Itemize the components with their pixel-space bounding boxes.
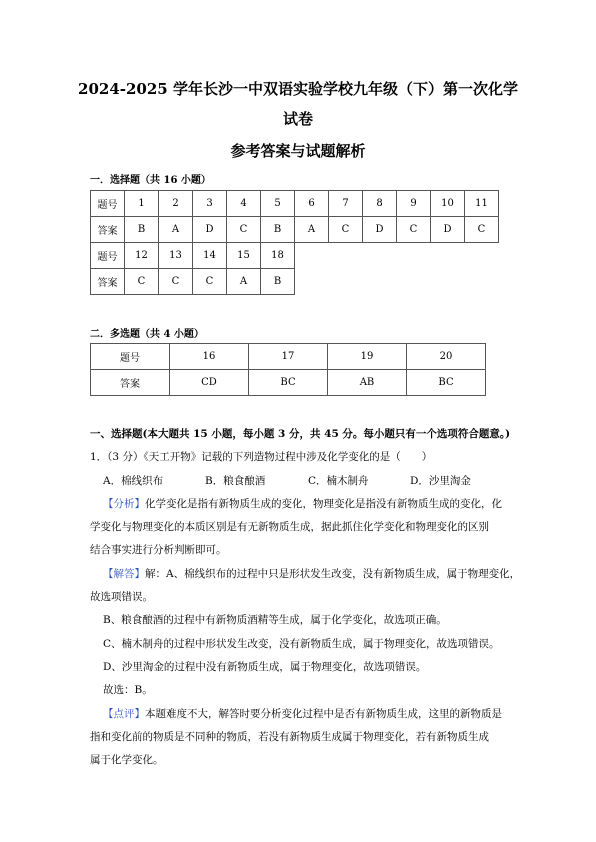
answer-line: D、沙里淘金的过程中没有新物质生成，属于物理变化，故选项错误。 — [103, 661, 427, 673]
table-row — [91, 269, 499, 295]
table-cell: 5 — [261, 191, 295, 217]
table-cell: CD — [170, 370, 249, 396]
option-a: A．棉线织布 — [103, 475, 164, 487]
table-cell: 18 — [261, 243, 295, 269]
table-cell: 1 — [125, 191, 159, 217]
table-cell: 答案 — [91, 269, 125, 295]
table-cell: C — [227, 217, 261, 243]
section1-heading: 一．选择题（共 16 小题） — [90, 175, 211, 186]
answer-line: C、楠木制舟的过程中形状发生改变，没有新物质生成，属于物理变化，故选项错误。 — [103, 638, 500, 650]
page-title-line2: 试卷 — [282, 110, 313, 128]
page-title-line1: 2024-2025 学年长沙一中双语实验学校九年级（下）第一次化学 — [78, 80, 518, 98]
table-cell: 17 — [249, 344, 328, 370]
table-cell: AB — [328, 370, 407, 396]
answer-line — [103, 566, 520, 581]
table-cell: 题号 — [91, 344, 170, 370]
option-c: C．楠木制舟 — [308, 475, 369, 487]
table-cell: 3 — [193, 191, 227, 217]
table-row — [91, 344, 486, 370]
table-row — [91, 191, 499, 217]
answer-tag: 【解答】 — [103, 568, 145, 580]
option-d: D．沙里淘金 — [410, 475, 471, 487]
page-subtitle: 参考答案与试题解析 — [230, 142, 366, 160]
table-cell: D — [193, 217, 227, 243]
table-cell: 6 — [295, 191, 329, 217]
table-cell: C — [329, 217, 363, 243]
table-cell: 11 — [465, 191, 499, 217]
table-cell: 9 — [397, 191, 431, 217]
table-cell: D — [363, 217, 397, 243]
analysis-text: 化学变化是指有新物质生成的变化，物理变化是指没有新物质生成的变化，化 — [145, 498, 502, 510]
table-cell: B — [261, 217, 295, 243]
table-row — [91, 217, 499, 243]
table-cell: 14 — [193, 243, 227, 269]
table-cell: B — [261, 269, 295, 295]
table-cell: 答案 — [91, 370, 170, 396]
table-cell: 20 — [407, 344, 486, 370]
table-cell: 10 — [431, 191, 465, 217]
analysis-line — [103, 496, 502, 511]
answer-line: 故选：B。 — [103, 684, 153, 696]
answer-text: 解：A、棉线织布的过程中只是形状发生改变，没有新物质生成，属于物理变化， — [145, 568, 521, 580]
table-cell: BC — [407, 370, 486, 396]
analysis-tag: 【分析】 — [103, 498, 145, 510]
table-cell: C — [193, 269, 227, 295]
analysis-line: 结合事实进行分析判断即可。 — [90, 544, 227, 556]
answer-table-choice — [90, 190, 499, 295]
table-cell: C — [159, 269, 193, 295]
section2-heading: 二．多选题（共 4 小题） — [90, 329, 204, 340]
table-cell: 16 — [170, 344, 249, 370]
analysis-line: 学变化与物理变化的本质区别是有无新物质生成，据此抓住化学变化和物理变化的区别 — [90, 521, 489, 533]
option-b: B．粮食酿酒 — [205, 475, 266, 487]
table-cell: 12 — [125, 243, 159, 269]
table-cell: A — [227, 269, 261, 295]
comment-line — [103, 706, 502, 721]
answer-table-multi — [90, 343, 486, 396]
table-cell: A — [159, 217, 193, 243]
table-cell: 答案 — [91, 217, 125, 243]
table-cell: 题号 — [91, 243, 125, 269]
table-cell: 7 — [329, 191, 363, 217]
table-cell: C — [465, 217, 499, 243]
table-row — [91, 370, 486, 396]
answer-line: 故选项错误。 — [90, 591, 153, 603]
table-cell: 13 — [159, 243, 193, 269]
table-cell: 15 — [227, 243, 261, 269]
table-cell: B — [125, 217, 159, 243]
table-cell: 4 — [227, 191, 261, 217]
comment-line: 指和变化前的物质是不同种的物质，若没有新物质生成属于物理变化，若有新物质生成 — [90, 731, 489, 743]
table-cell: 题号 — [91, 191, 125, 217]
table-cell: A — [295, 217, 329, 243]
question-stem: 1．（3 分）《天工开物》记载的下列造物过程中涉及化学变化的是（ ） — [90, 451, 433, 463]
table-cell: D — [431, 217, 465, 243]
table-cell: 8 — [363, 191, 397, 217]
comment-text: 本题难度不大，解答时要分析变化过程中是否有新物质生成，这里的新物质是 — [145, 708, 502, 720]
table-cell: C — [397, 217, 431, 243]
table-cell: BC — [249, 370, 328, 396]
table-row — [91, 243, 499, 269]
comment-line: 属于化学变化。 — [90, 754, 164, 766]
comment-tag: 【点评】 — [103, 708, 145, 720]
table-cell: C — [125, 269, 159, 295]
table-cell: 19 — [328, 344, 407, 370]
part1-heading: 一、选择题(本大题共 15 小题，每小题 3 分，共 45 分。每小题只有一个选项符合题意。) — [90, 428, 511, 440]
table-cell: 2 — [159, 191, 193, 217]
answer-line: B、粮食酿酒的过程中有新物质酒精等生成，属于化学变化，故选项正确。 — [103, 614, 447, 626]
